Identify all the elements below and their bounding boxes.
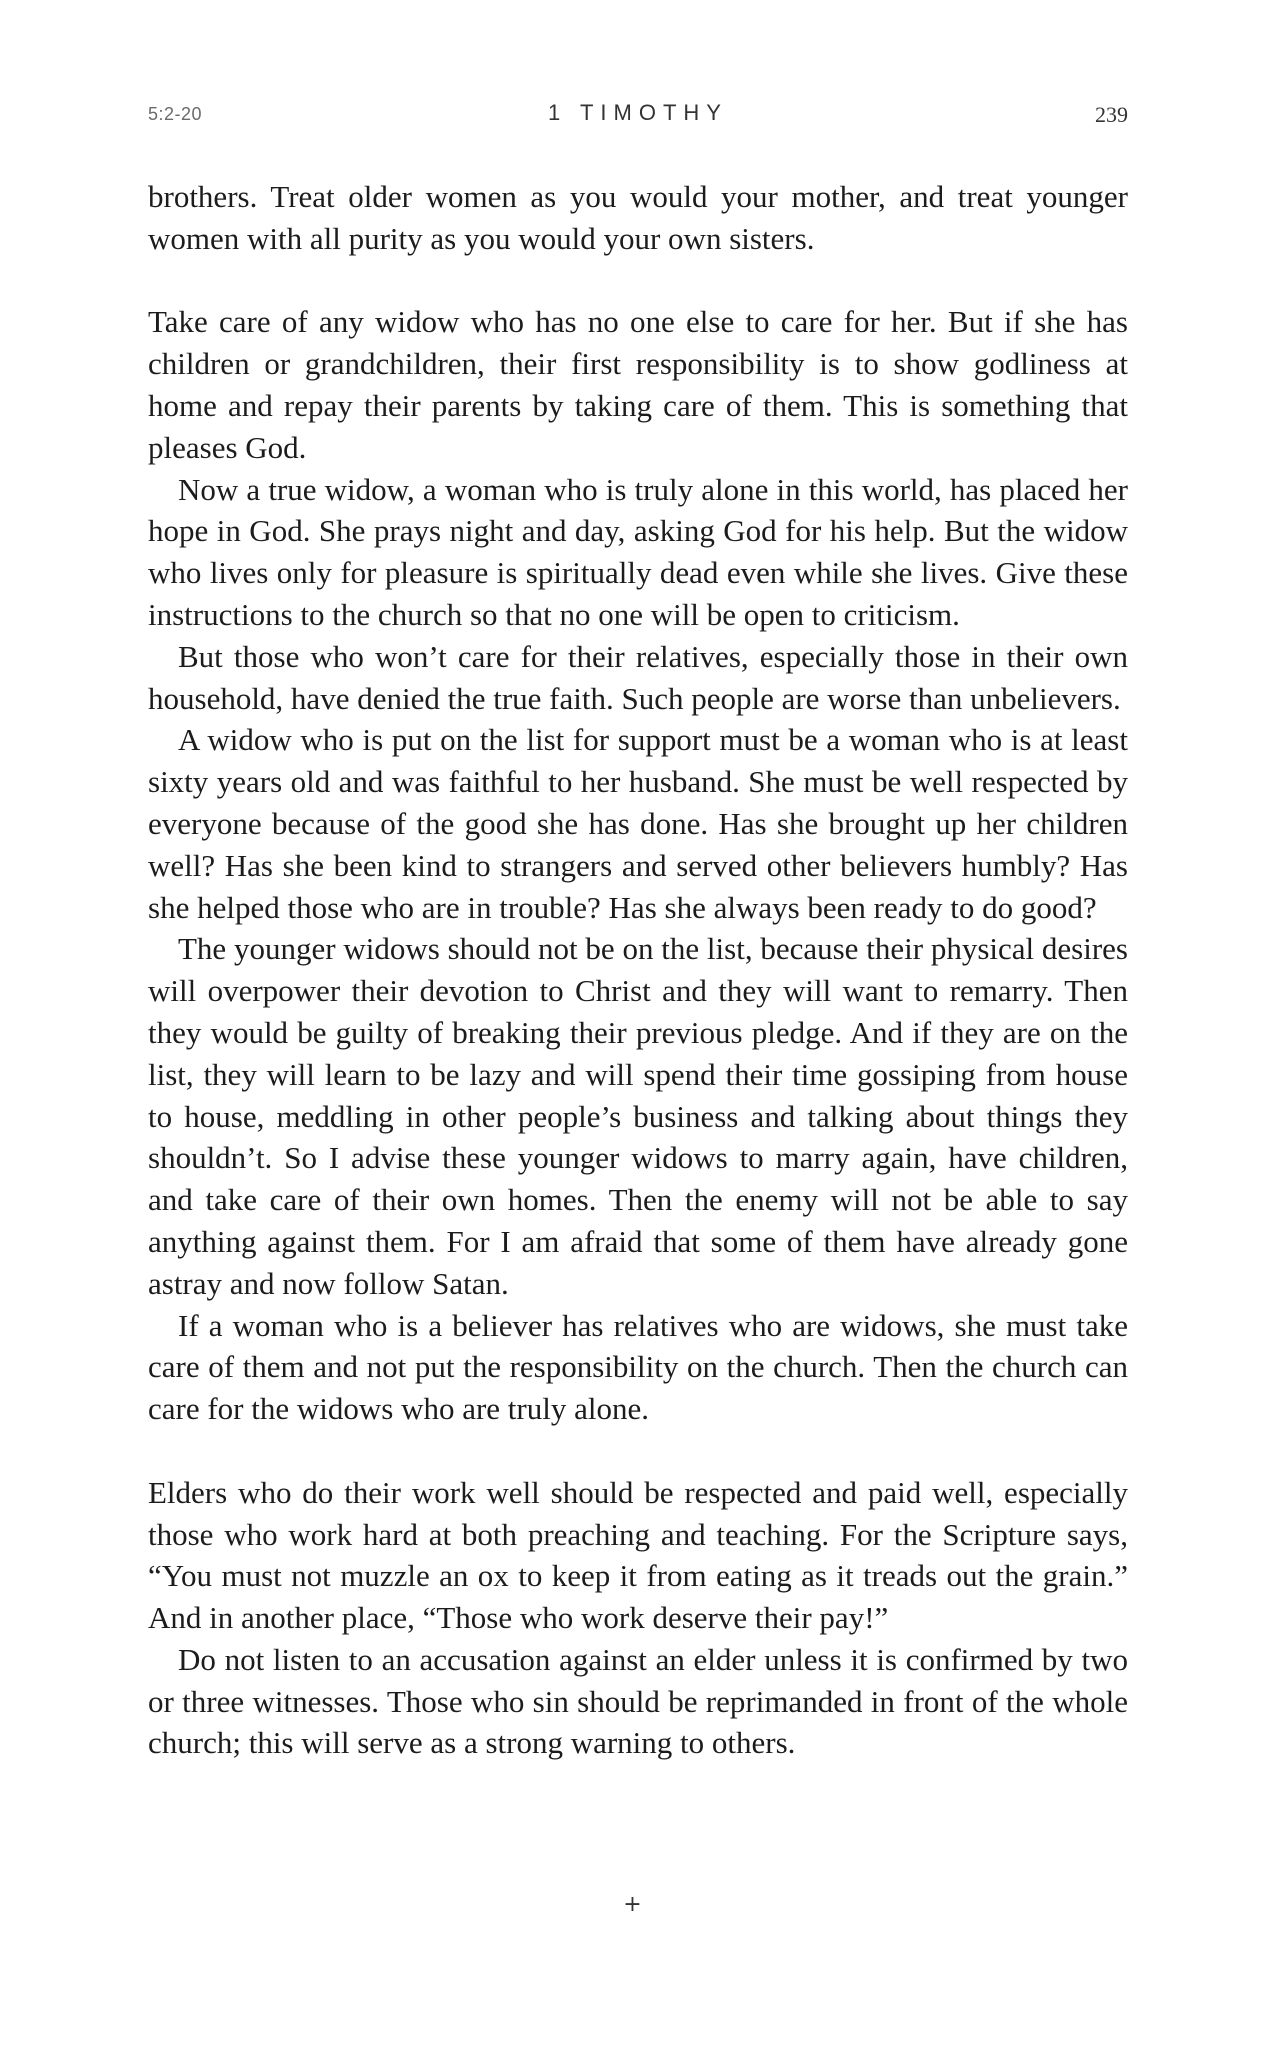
chapter-verse-reference: 5:2-20: [148, 104, 203, 124]
section-break: [148, 260, 1128, 302]
paragraph: Do not listen to an accusation against an elder unless it is confirmed by two or three witnesses. Those who sin should be reprimanded in front of the whole church; this will serve as a strong warning to others.: [148, 1641, 1128, 1761]
body-text: [148, 176, 1128, 1764]
book-title: 1 TIMOTHY: [548, 100, 728, 125]
section-break: [148, 1430, 1128, 1472]
text-section: [148, 176, 1128, 260]
text-section: [148, 301, 1128, 1430]
section-end-ornament: +: [623, 1892, 642, 1917]
paragraph: If a woman who is a believer has relatives who are widows, she must take care of them and not put the responsibility on the church. Then the church can care for the widows who are truly alone.: [148, 1307, 1128, 1427]
running-header: [148, 100, 1128, 128]
paragraph: The younger widows should not be on the list, because their physical desires will overpower their devotion to Christ and they will want to remarry. Then they would be guilty of breaking their previous pledge. And if they are on the list, they will learn to be lazy and will spend their time gossiping from house to house, meddling in other people’s business and talking about things they shouldn’t. So I advise these younger widows to marry again, have children, and take care of their own homes. Then the enemy will not be able to say anything against them. For I am afraid that some of them have already gone astray and now follow Satan.: [148, 931, 1128, 1301]
paragraph: Now a true widow, a woman who is truly alone in this world, has placed her hope in God. She prays night and day, asking God for his help. But the widow who lives only for pleasure is spiritually dead even while she lives. Give these instructions to the church so that no one will be open to criticism.: [148, 471, 1128, 632]
paragraph: Take care of any widow who has no one else to care for her. But if she has children or grandchildren, their first responsibility is to show godliness at home and repay their parents by taking care of them. This is something that pleases God.: [148, 304, 1128, 465]
paragraph: brothers. Treat older women as you would your mother, and treat younger women with all purity as you would your own sisters.: [148, 179, 1128, 256]
paragraph: But those who won’t care for their relatives, especially those in their own household, have denied the true faith. Such people are worse than unbelievers.: [148, 638, 1128, 716]
paragraph: Elders who do their work well should be respected and paid well, especially those who work hard at both preaching and teaching. For the Scripture says, “You must not muzzle an ox to keep it from eating as it treads out the grain.” And in another place, “Those who work deserve their pay!”: [148, 1474, 1128, 1636]
page-number: 239: [1095, 102, 1128, 127]
paragraph: A widow who is put on the list for support must be a woman who is at least sixty years old and was faithful to her husband. She must be well respected by everyone because of the good she has done. Has she brought up her children well? Has she been kind to strangers and served other believers humbly? Has she helped those who are in trouble? Has she always been ready to do good?: [148, 722, 1128, 925]
text-section: [148, 1472, 1128, 1765]
